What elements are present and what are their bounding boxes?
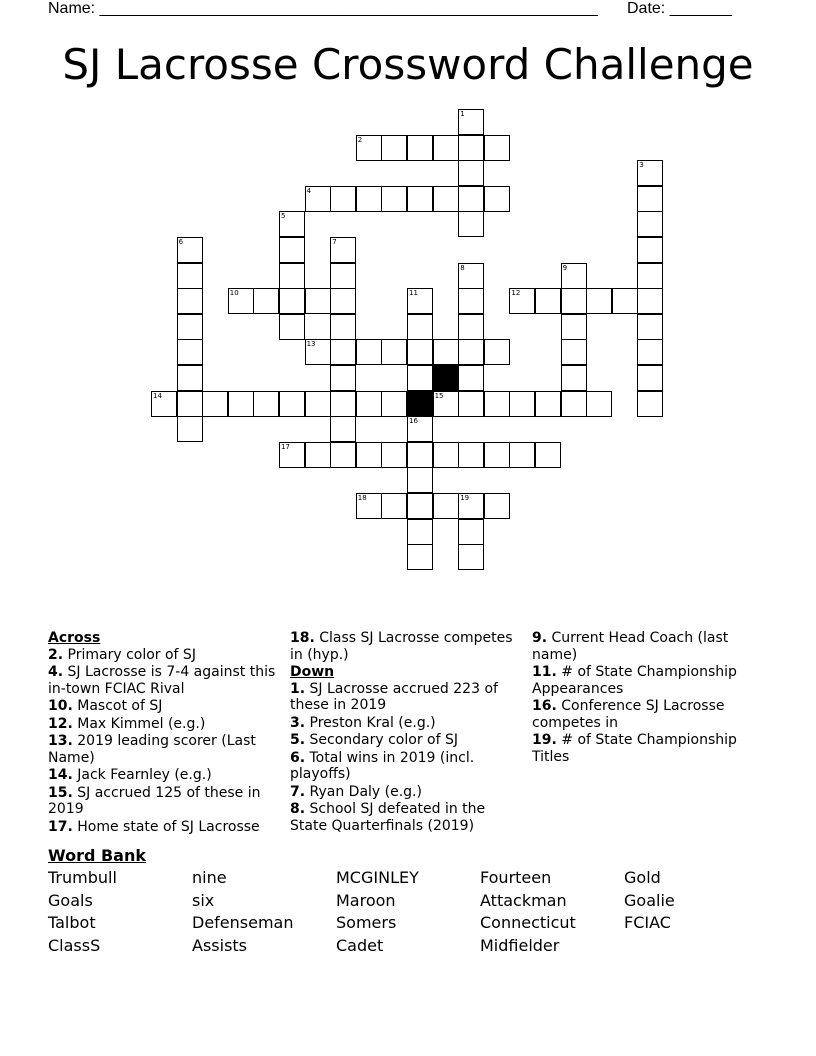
clues-column-1 — [48, 630, 280, 836]
crossword-cell[interactable] — [458, 544, 484, 570]
crossword-cell[interactable] — [612, 288, 638, 314]
crossword-cell[interactable] — [458, 135, 484, 161]
word-bank-item: Connecticut — [480, 913, 576, 932]
crossword-cell[interactable] — [279, 288, 305, 314]
down-clue-list — [290, 681, 522, 835]
clue-text: Primary color of SJ — [63, 646, 196, 663]
crossword-cell[interactable] — [458, 519, 484, 545]
clue-text: Home state of SJ Lacrosse — [72, 818, 260, 835]
crossword-cell[interactable] — [561, 339, 587, 365]
clue-number: 14 — [153, 391, 162, 400]
crossword-cell[interactable] — [535, 391, 561, 417]
crossword-cell[interactable] — [177, 288, 203, 314]
clue-text: Current Head Coach (last name) — [532, 630, 729, 663]
crossword-cell[interactable] — [407, 288, 433, 314]
crossword-cell[interactable] — [458, 339, 484, 365]
clue-number: 8. — [290, 801, 306, 817]
clue-text: SJ accrued 125 of these in 2019 — [48, 784, 261, 817]
clue — [48, 716, 280, 733]
clue-number: 10 — [229, 289, 239, 298]
word-bank-item: Maroon — [336, 890, 396, 910]
crossword-cell[interactable] — [202, 391, 228, 417]
crossword-cell[interactable] — [637, 365, 663, 391]
crossword-cell[interactable] — [458, 391, 484, 417]
word-bank-item: MCGINLEY — [336, 868, 419, 887]
clue-number: 16 — [409, 417, 418, 426]
clue-text: Mascot of SJ — [72, 698, 163, 714]
clue-number: 14. — [48, 767, 73, 783]
word-bank-item: Somers — [336, 913, 397, 932]
crossword-cell[interactable] — [407, 467, 433, 493]
word-bank — [48, 868, 768, 958]
clue — [290, 732, 522, 749]
crossword-cell[interactable] — [253, 288, 279, 314]
crossword-cell[interactable] — [305, 339, 331, 365]
crossword-cell[interactable] — [433, 493, 459, 519]
clue-text: Jack Fearnley (e.g.) — [72, 767, 212, 783]
clue-number: 9. — [532, 630, 548, 646]
clue — [48, 664, 280, 697]
word-bank-item: FCIAC — [624, 913, 671, 932]
crossword-cell[interactable] — [561, 314, 587, 340]
crossword-cell[interactable] — [458, 493, 484, 519]
crossword-cell[interactable] — [484, 135, 510, 161]
clue-number: 6. — [290, 749, 306, 766]
clue — [290, 630, 522, 663]
crossword-cell[interactable] — [509, 288, 535, 314]
crossword-cell[interactable] — [177, 237, 203, 263]
crossword-cell[interactable] — [381, 135, 407, 161]
clue-number: 19 — [460, 494, 470, 502]
crossword-cell[interactable] — [305, 391, 331, 417]
clue-number: 3. — [290, 714, 306, 731]
crossword-cell[interactable] — [279, 263, 305, 289]
clue-number: 11. — [532, 664, 557, 680]
clue — [290, 681, 522, 714]
word-bank-item: Attackman — [480, 890, 567, 910]
clue — [48, 733, 280, 766]
clue — [290, 750, 522, 783]
crossword-cell[interactable] — [381, 442, 407, 468]
crossword-cell[interactable] — [407, 365, 433, 391]
down-heading: Down — [290, 664, 335, 680]
crossword-cell[interactable] — [407, 135, 433, 161]
clue-number: 12 — [511, 289, 521, 298]
clue-number: 5 — [281, 212, 286, 221]
crossword-cell[interactable] — [586, 288, 612, 314]
clue-text: School SJ defeated in the State Quarterfinals (2019) — [290, 801, 486, 834]
clue-number: 10. — [48, 698, 73, 714]
crossword-cell[interactable] — [433, 339, 459, 365]
crossword-cell[interactable] — [637, 237, 663, 263]
clue — [290, 801, 522, 834]
crossword-cell[interactable] — [330, 442, 356, 468]
clue-number: 17. — [48, 818, 73, 835]
crossword-cell[interactable] — [637, 391, 663, 417]
crossword-cell[interactable] — [356, 135, 382, 161]
crossword-cell[interactable] — [433, 442, 459, 468]
word-bank-item: Assists — [192, 935, 248, 955]
crossword-cell[interactable] — [458, 186, 484, 212]
clue-text: 2019 leading scorer (Last Name) — [48, 733, 256, 766]
crossword-cell[interactable] — [458, 109, 484, 135]
clue-text: # of State Championship Appearances — [532, 664, 737, 697]
across-clue-list-continued — [290, 630, 522, 663]
crossword-cell[interactable] — [305, 442, 331, 468]
clue-number: 12. — [48, 715, 73, 732]
crossword-cell[interactable] — [484, 493, 510, 519]
crossword-cell[interactable] — [561, 391, 587, 417]
crossword-cell[interactable] — [330, 237, 356, 263]
crossword-cell[interactable] — [356, 186, 382, 212]
crossword-cell[interactable] — [279, 391, 305, 417]
crossword-cell[interactable] — [330, 339, 356, 365]
crossword-cell[interactable] — [637, 186, 663, 212]
crossword-cell[interactable] — [484, 186, 510, 212]
clue-number: 9 — [562, 263, 568, 272]
clue-number: 5. — [290, 732, 306, 748]
clue — [290, 715, 522, 732]
crossword-cell[interactable] — [407, 442, 433, 468]
crossword-cell[interactable] — [228, 391, 254, 417]
crossword-cell[interactable] — [535, 442, 561, 468]
crossword-cell[interactable] — [356, 442, 382, 468]
crossword-cell[interactable] — [484, 339, 510, 365]
word-bank-item: Cadet — [336, 935, 384, 955]
crossword-cell[interactable] — [458, 263, 484, 289]
clue — [48, 785, 280, 818]
down-clue-list-continued — [532, 630, 764, 765]
crossword-cell[interactable] — [381, 493, 407, 519]
clue-number: 19. — [532, 732, 557, 748]
clue-text: Conference SJ Lacrosse competes in — [532, 698, 725, 731]
crossword-cell[interactable] — [561, 263, 587, 289]
crossword-cell[interactable] — [381, 391, 407, 417]
word-bank-item: Gold — [624, 868, 661, 887]
crossword-cell[interactable] — [407, 416, 433, 442]
crossword-cell[interactable] — [305, 186, 331, 212]
across-clue-list — [48, 647, 280, 836]
name-field-label: Name: ________________________________________________________ — [48, 0, 598, 17]
crossword-cell[interactable] — [253, 391, 279, 417]
crossword-cell[interactable] — [381, 186, 407, 212]
crossword-cell[interactable] — [433, 186, 459, 212]
crossword-cell[interactable] — [637, 160, 663, 186]
clue-number: 6 — [178, 238, 184, 246]
word-bank-item: Defenseman — [192, 913, 294, 932]
clue-number: 11 — [409, 289, 418, 298]
clue — [532, 698, 764, 731]
crossword-cell[interactable] — [279, 237, 305, 263]
clue — [290, 784, 522, 801]
crossword-cell[interactable] — [637, 211, 663, 237]
clue — [48, 647, 280, 664]
word-bank-item: Talbot — [48, 913, 96, 932]
clue — [48, 819, 280, 836]
word-bank-item: ClassS — [48, 935, 101, 955]
crossword-cell[interactable] — [279, 211, 305, 237]
clue-number: 13. — [48, 733, 73, 749]
clue-number: 1. — [290, 680, 306, 697]
crossword-cell[interactable] — [330, 391, 356, 417]
crossword-cell[interactable] — [407, 493, 433, 519]
word-bank-item: nine — [192, 868, 227, 887]
clue-number: 4. — [48, 664, 64, 680]
crossword-cell[interactable] — [509, 391, 535, 417]
crossword-cell[interactable] — [381, 339, 407, 365]
clue-number: 18. — [290, 630, 315, 646]
date-field-label: Date: _______ — [627, 0, 732, 17]
crossword-cell[interactable] — [356, 493, 382, 519]
crossword-cell[interactable] — [177, 416, 203, 442]
crossword-cell[interactable] — [407, 519, 433, 545]
word-bank-title: Word Bank — [48, 846, 147, 865]
clue-number: 2. — [48, 646, 64, 663]
crossword-cell[interactable] — [586, 391, 612, 417]
crossword-cell[interactable] — [330, 263, 356, 289]
clue-text: SJ Lacrosse accrued 223 of these in 2019 — [290, 680, 498, 713]
clues-column-2 — [290, 630, 522, 835]
across-heading: Across — [48, 630, 101, 646]
crossword-cell[interactable] — [279, 314, 305, 340]
clue-number: 15. — [48, 784, 73, 801]
clue-text: SJ Lacrosse is 7-4 against this in-town FCIAC Rival — [48, 664, 276, 697]
crossword-cell[interactable] — [330, 314, 356, 340]
word-bank-item: Midfielder — [480, 935, 560, 955]
crossword-cell[interactable] — [177, 314, 203, 340]
clue-text: Class SJ Lacrosse competes in (hyp.) — [290, 630, 513, 663]
crossword-cell[interactable] — [458, 314, 484, 340]
crossword-cell[interactable] — [330, 416, 356, 442]
clue — [48, 767, 280, 784]
crossword-cell[interactable] — [151, 391, 177, 417]
crossword-cell[interactable] — [330, 186, 356, 212]
clue-number: 18 — [357, 494, 367, 502]
crossword-cell[interactable] — [330, 365, 356, 391]
clues-column-3 — [532, 630, 764, 766]
crossword-cell[interactable] — [484, 442, 510, 468]
clue — [532, 732, 764, 765]
crossword-cell[interactable] — [458, 442, 484, 468]
clue — [532, 630, 764, 663]
clue-number: 7. — [290, 783, 306, 800]
crossword-cell[interactable] — [535, 288, 561, 314]
crossword-cell[interactable] — [356, 339, 382, 365]
clue — [532, 664, 764, 697]
crossword-cell[interactable] — [561, 365, 587, 391]
crossword-cell[interactable] — [330, 288, 356, 314]
clue-number: 7 — [332, 238, 337, 246]
clue-number: 2 — [357, 135, 363, 144]
crossword-cell[interactable] — [561, 288, 587, 314]
clue — [48, 698, 280, 715]
clue-text: Total wins in 2019 (incl. playoffs) — [290, 749, 475, 782]
clue-text: Secondary color of SJ — [305, 732, 458, 748]
clue-number: 13 — [306, 340, 316, 349]
word-bank-item: Fourteen — [480, 868, 552, 887]
crossword-cell[interactable] — [228, 288, 254, 314]
crossword-cell[interactable] — [433, 135, 459, 161]
crossword-block — [433, 365, 459, 391]
clue-number: 3 — [639, 161, 644, 170]
clue-number: 1 — [460, 110, 465, 118]
clue-text: # of State Championship Titles — [532, 732, 737, 765]
clue-text: Max Kimmel (e.g.) — [72, 715, 206, 732]
crossword-cell[interactable] — [458, 211, 484, 237]
crossword-cell[interactable] — [407, 544, 433, 570]
crossword-cell[interactable] — [637, 339, 663, 365]
word-bank-item: six — [192, 890, 215, 910]
clue-number: 15 — [434, 391, 444, 400]
clue-number: 8 — [460, 263, 465, 272]
word-bank-item: Goalie — [624, 890, 675, 910]
crossword-cell[interactable] — [177, 365, 203, 391]
crossword-cell[interactable] — [177, 263, 203, 289]
crossword-cell[interactable] — [433, 391, 459, 417]
crossword-cell[interactable] — [637, 288, 663, 314]
crossword-cell[interactable] — [637, 263, 663, 289]
crossword-cell[interactable] — [458, 160, 484, 186]
crossword-cell[interactable] — [177, 339, 203, 365]
crossword-block — [407, 391, 433, 417]
clue-number: 17 — [281, 442, 290, 451]
crossword-cell[interactable] — [407, 314, 433, 340]
clue-number: 4 — [306, 186, 312, 195]
clue-text: Preston Kral (e.g.) — [305, 714, 436, 731]
clue-text: Ryan Daly (e.g.) — [305, 783, 422, 800]
word-bank-item: Trumbull — [48, 868, 117, 887]
crossword-cell[interactable] — [484, 391, 510, 417]
crossword-cell[interactable] — [407, 339, 433, 365]
crossword-cell[interactable] — [407, 186, 433, 212]
clue-number: 16. — [532, 698, 557, 714]
crossword-cell[interactable] — [637, 314, 663, 340]
crossword-cell[interactable] — [305, 288, 331, 314]
crossword-cell[interactable] — [279, 442, 305, 468]
crossword-cell[interactable] — [177, 391, 203, 417]
crossword-cell[interactable] — [356, 391, 382, 417]
crossword-cell[interactable] — [458, 365, 484, 391]
crossword-cell[interactable] — [509, 442, 535, 468]
crossword-cell[interactable] — [458, 288, 484, 314]
word-bank-item: Goals — [48, 890, 93, 910]
page-title: SJ Lacrosse Crossword Challenge — [62, 40, 754, 89]
